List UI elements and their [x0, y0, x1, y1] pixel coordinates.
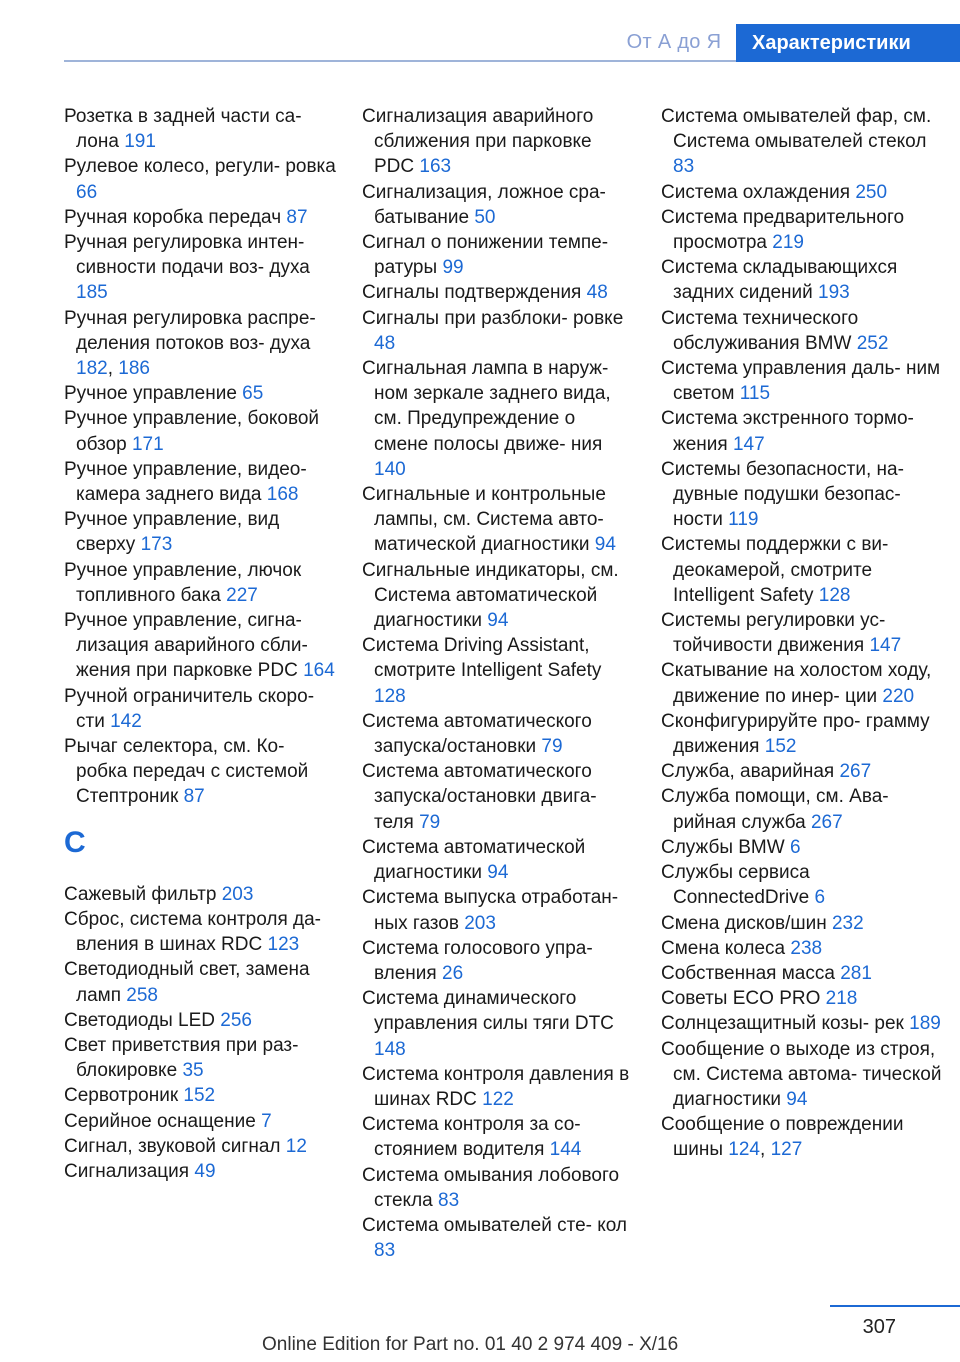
page-link[interactable]: 128: [374, 685, 406, 707]
index-entry-text: Смена колеса: [661, 937, 786, 959]
index-entry-text: Сервотроник: [64, 1085, 179, 1107]
page-link[interactable]: 140: [374, 458, 406, 480]
index-entry-text: Система омывателей сте‐ кол: [362, 1214, 628, 1236]
footer-rule: [830, 1305, 960, 1307]
index-entry: [661, 532, 951, 608]
index-entry-text: Система технического обслуживания BMW: [661, 307, 859, 354]
page-link[interactable]: 238: [790, 937, 823, 959]
page-link[interactable]: 83: [438, 1189, 460, 1211]
index-entry: [64, 1008, 336, 1033]
index-entry-text: Сигналы подтверждения: [362, 282, 582, 304]
index-entry-text: Система динамического управления силы тяги DTC: [362, 988, 614, 1035]
index-entry: [362, 835, 634, 885]
index-entry-text: Рычаг селектора, см. Ко‐ робка передач с системой Стептроник: [64, 736, 309, 808]
index-entry-text: Система омывания лобового стекла: [362, 1164, 620, 1211]
index-entry-text: Ручная регулировка распре‐ деления потоков воз‐ духа: [64, 307, 316, 354]
page-link[interactable]: 189: [909, 1013, 941, 1035]
page-link[interactable]: 171: [131, 433, 164, 455]
page-link[interactable]: 99: [442, 257, 464, 279]
index-entry-text: Сообщение о повреждении шины: [661, 1114, 904, 1161]
page-link[interactable]: 65: [242, 383, 264, 405]
index-entry: [64, 558, 336, 608]
index-entry-text: Ручное управление, боковой обзор: [64, 408, 320, 455]
index-entry: [64, 457, 336, 507]
page-link[interactable]: 168: [266, 484, 299, 506]
page-link[interactable]: 147: [732, 433, 765, 455]
page-link[interactable]: 119: [728, 509, 759, 531]
index-entry: [661, 406, 951, 456]
index-entry-text: Светодиоды LED: [64, 1009, 216, 1031]
page-link[interactable]: 49: [194, 1160, 216, 1182]
page-link[interactable]: 219: [772, 232, 804, 254]
index-entry-text: Сигнальная лампа в наруж‐ ном зеркале заднего вида, см. Предупреждение о смене полосы движе‐ ния: [362, 358, 611, 455]
page-link[interactable]: 48: [374, 332, 396, 354]
index-entry-text: Система предварительного просмотра: [661, 206, 905, 254]
index-entry: [362, 306, 634, 356]
index-entry: [661, 1037, 951, 1113]
page-link[interactable]: 6: [814, 887, 826, 909]
index-entry: [661, 784, 951, 834]
index-entry-text: Система управления даль‐ ним светом: [661, 358, 941, 405]
index-entry: [362, 936, 634, 986]
index-entry-text: Ручное управление, вид сверху: [64, 509, 280, 556]
page-link[interactable]: 123: [267, 934, 300, 956]
page-link[interactable]: 26: [442, 962, 464, 984]
index-entry-text: Система голосового упра‐ вления: [362, 937, 593, 984]
index-entry-text: Система складывающихся задних сидений: [661, 257, 898, 304]
index-entry-text: Советы ECO PRO: [661, 988, 821, 1010]
index-entry-text: Розетка в задней части са‐ лона: [64, 106, 302, 153]
index-entry: [362, 1213, 634, 1263]
index-entry-text: Свет приветствия при раз‐ блокировке: [64, 1034, 299, 1082]
page-link[interactable]: 148: [374, 1038, 406, 1060]
section-letter: С: [64, 825, 86, 859]
index-entry: Ручная регулировка распре‐ деления потоков воз‐ духа 182, 186: [64, 307, 316, 380]
index-entry: [362, 1062, 634, 1112]
index-entry: [661, 835, 951, 860]
index-entry: [362, 230, 634, 280]
index-entry: [661, 860, 951, 910]
index-entry: [661, 911, 951, 936]
page-link[interactable]: 173: [140, 534, 173, 556]
index-entry: [661, 306, 951, 356]
index-entry: [661, 180, 951, 205]
index-entry-text: Система автоматического запуска/остановки двига‐ теля: [362, 761, 597, 833]
index-entry-text: Сигнальные и контрольные лампы, см. Система авто‐ матической диагностики: [362, 484, 606, 556]
page-link[interactable]: 252: [856, 332, 889, 354]
index-entry-text: Сигнализация: [64, 1160, 190, 1182]
page-link[interactable]: 12: [285, 1135, 307, 1157]
page-link[interactable]: 94: [487, 610, 509, 632]
index-column-1: [64, 104, 336, 1184]
page-link[interactable]: 191: [124, 131, 156, 153]
index-entry-text: Ручное управление, видео‐ камера заднего вида: [64, 458, 307, 506]
index-entry: [64, 734, 336, 810]
index-entry-text: Службы сервиса ConnectedDrive: [661, 862, 810, 909]
page-link[interactable]: 50: [474, 206, 496, 228]
index-entry: [64, 205, 336, 230]
page-link[interactable]: 152: [764, 736, 797, 758]
page-link[interactable]: 87: [286, 206, 308, 228]
page-link[interactable]: 122: [482, 1088, 514, 1110]
index-entry: [64, 230, 336, 306]
index-entry: [362, 1112, 634, 1162]
page-link[interactable]: 267: [839, 761, 872, 783]
index-entry-text: Смена дисков/шин: [661, 912, 827, 934]
index-entry-text: Системы безопасности, на‐ дувные подушки безопас‐ ности: [661, 458, 904, 531]
page-link[interactable]: 127: [770, 1139, 803, 1161]
page-link[interactable]: 193: [818, 282, 850, 304]
index-entry-text: Система автоматического запуска/остановки: [362, 710, 592, 758]
page-link[interactable]: 147: [869, 635, 902, 657]
index-entry: [362, 759, 634, 835]
index-entry-text: Ручное управление, сигна‐ лизация аварийного сбли‐ жения при парковке PDC: [64, 610, 308, 682]
index-entry-text: Служба, аварийная: [661, 761, 835, 783]
page-link[interactable]: 144: [549, 1139, 582, 1161]
edition-line: Online Edition for Part no. 01 40 2 974 409 - X/16: [262, 1334, 679, 1355]
index-entry: [661, 961, 951, 986]
index-entry-text: Сигнализация, ложное сра‐ батывание: [362, 181, 606, 228]
index-entry-text: Сигнал о понижении темпе‐ ратуры: [362, 232, 609, 279]
page-link[interactable]: 232: [831, 912, 864, 934]
page-link[interactable]: 203: [464, 912, 496, 934]
page-link[interactable]: 152: [183, 1085, 216, 1107]
index-entry: [64, 1159, 336, 1184]
page-link[interactable]: 163: [419, 156, 452, 178]
page-link[interactable]: 124: [728, 1139, 760, 1161]
index-entry: [362, 633, 634, 709]
page-link[interactable]: 35: [182, 1060, 204, 1082]
index-entry: [64, 1033, 336, 1083]
page-link[interactable]: 182: [76, 358, 108, 380]
index-entry-text: Система экстренного тормо‐ жения: [661, 408, 914, 455]
index-entry-text: Система омывателей фар, см. Система омывателей стекол: [661, 106, 932, 153]
index-entry: [661, 205, 951, 255]
index-entry-text: Служба помощи, см. Ава‐ рийная служба: [661, 786, 889, 833]
page-link[interactable]: 250: [855, 181, 888, 203]
index-entry: [64, 1083, 336, 1108]
page-link[interactable]: 220: [882, 685, 915, 707]
page-link[interactable]: 258: [126, 984, 158, 1006]
index-entry: [661, 759, 951, 784]
index-entry-text: Солнцезащитный козы‐ рек: [661, 1013, 904, 1035]
index-entry-text: Сигнальные индикаторы, см. Система автоматической диагностики: [362, 559, 619, 632]
index-entry: [362, 356, 634, 482]
index-entry-text: Система автоматической диагностики: [362, 836, 586, 884]
index-entry: [661, 936, 951, 961]
index-entry-text: Рулевое колесо, регули‐ ровка: [64, 156, 336, 178]
page-link[interactable]: 94: [594, 534, 616, 556]
index-entry: [661, 986, 951, 1011]
index-entry-text: Сажевый фильтр: [64, 883, 217, 905]
index-entry-text: Система охлаждения: [661, 181, 851, 203]
page-link[interactable]: 79: [419, 811, 441, 833]
index-entry-text: Системы регулировки ус‐ тойчивости движения: [661, 610, 886, 657]
index-entry-text: Серийное оснащение: [64, 1110, 256, 1132]
page-link[interactable]: 164: [303, 660, 335, 682]
index-entry: [64, 907, 336, 957]
page-link[interactable]: 281: [840, 962, 872, 984]
index-entry-text: Системы поддержки с ви‐ деокамерой, смотрите Intelligent Safety: [661, 534, 889, 606]
page-link[interactable]: 79: [541, 736, 563, 758]
index-entry: [362, 180, 634, 230]
index-entry-text: Сигнализация аварийного сближения при парковке PDC: [362, 106, 594, 178]
index-entry: [362, 104, 634, 180]
index-entry: [64, 507, 336, 557]
index-entry-text: Сообщение о выходе из строя, см. Система автома‐ тической диагностики: [661, 1038, 942, 1110]
index-entry: [661, 1011, 951, 1036]
index-entry: [64, 1109, 336, 1134]
index-entry-text: Сигнал, звуковой сигнал: [64, 1135, 281, 1157]
index-column-3: [661, 104, 951, 1163]
index-entry: [64, 882, 336, 907]
index-entry-text: Сигналы при разблоки‐ ровке: [362, 307, 624, 329]
index-entry: [362, 280, 634, 305]
index-entry: [661, 709, 951, 759]
page-link[interactable]: 115: [739, 383, 771, 405]
index-entry: [661, 658, 951, 708]
page-link[interactable]: 6: [789, 836, 801, 858]
page-link[interactable]: 48: [586, 282, 608, 304]
index-entry: [661, 457, 951, 533]
index-entry: Сообщение о повреждении шины 124, 127: [661, 1114, 904, 1161]
page-link[interactable]: 203: [221, 883, 254, 905]
index-entry: [362, 482, 634, 558]
index-entry: [661, 255, 951, 305]
index-entry: [64, 1134, 336, 1159]
index-entry: [64, 381, 336, 406]
index-entry-text: Ручное управление: [64, 383, 237, 405]
index-entry-text: Система выпуска отработан‐ ных газов: [362, 887, 619, 934]
index-entry: [661, 104, 951, 180]
index-entry: [64, 608, 336, 684]
index-entry-text: Светодиодный свет, замена ламп: [64, 959, 310, 1006]
index-entry: [64, 104, 336, 154]
index-entry: [661, 608, 951, 658]
page-link[interactable]: 267: [810, 811, 843, 833]
page-link[interactable]: 218: [825, 988, 858, 1010]
page-number: 307: [862, 1316, 896, 1338]
page-link[interactable]: 66: [76, 181, 98, 203]
index-entry: [661, 356, 951, 406]
index-entry: [64, 957, 336, 1007]
page-link[interactable]: 7: [261, 1110, 272, 1132]
page-link[interactable]: 83: [673, 156, 695, 178]
index-entry-text: Собственная масса: [661, 962, 835, 984]
page-link[interactable]: 256: [220, 1009, 252, 1031]
page-link[interactable]: 142: [110, 710, 142, 732]
index-entry: [362, 558, 634, 634]
index-entry-text: Службы BMW: [661, 836, 785, 858]
page-link[interactable]: 185: [76, 282, 108, 304]
tab-characteristics[interactable]: Характеристики: [736, 24, 960, 62]
index-entry: [362, 986, 634, 1062]
index-entry-text: Система контроля давления в шинах RDC: [362, 1063, 630, 1110]
page-link[interactable]: 128: [818, 584, 851, 606]
page-link[interactable]: 87: [183, 786, 205, 808]
index-entry-text: Система контроля за со‐ стоянием водителя: [362, 1114, 581, 1161]
page-link[interactable]: 227: [226, 584, 258, 606]
page-link[interactable]: 83: [374, 1240, 396, 1262]
page-link[interactable]: 94: [786, 1088, 808, 1110]
index-entry: [362, 709, 634, 759]
index-entry: [362, 1163, 634, 1213]
index-entry-text: Ручное управление, лючок топливного бака: [64, 559, 302, 606]
index-entry-text: Ручная коробка передач: [64, 206, 282, 228]
index-entry: [64, 684, 336, 734]
index-entry: [64, 154, 336, 204]
index-entry-text: Ручная регулировка интен‐ сивности подачи воз‐ духа: [64, 232, 310, 279]
index-entry-text: Сконфигурируйте про‐ грамму движения: [661, 710, 930, 758]
tab-a-to-z[interactable]: От А до Я: [626, 31, 722, 53]
index-entry: [362, 885, 634, 935]
index-entry-text: Ручной ограничитель скоро‐ сти: [64, 685, 315, 732]
index-entry-text: Скатывание на холостом ходу, движение по инер‐ ции: [661, 660, 932, 707]
index-entry-text: Система Driving Assistant, смотрите Intelligent Safety: [362, 635, 602, 682]
index-entry-text: Сброс, система контроля да‐ вления в шинах RDC: [64, 908, 322, 956]
index-entry: [64, 406, 336, 456]
page-link[interactable]: 186: [118, 358, 150, 380]
index-column-2: [362, 104, 634, 1263]
page-link[interactable]: 94: [487, 862, 509, 884]
